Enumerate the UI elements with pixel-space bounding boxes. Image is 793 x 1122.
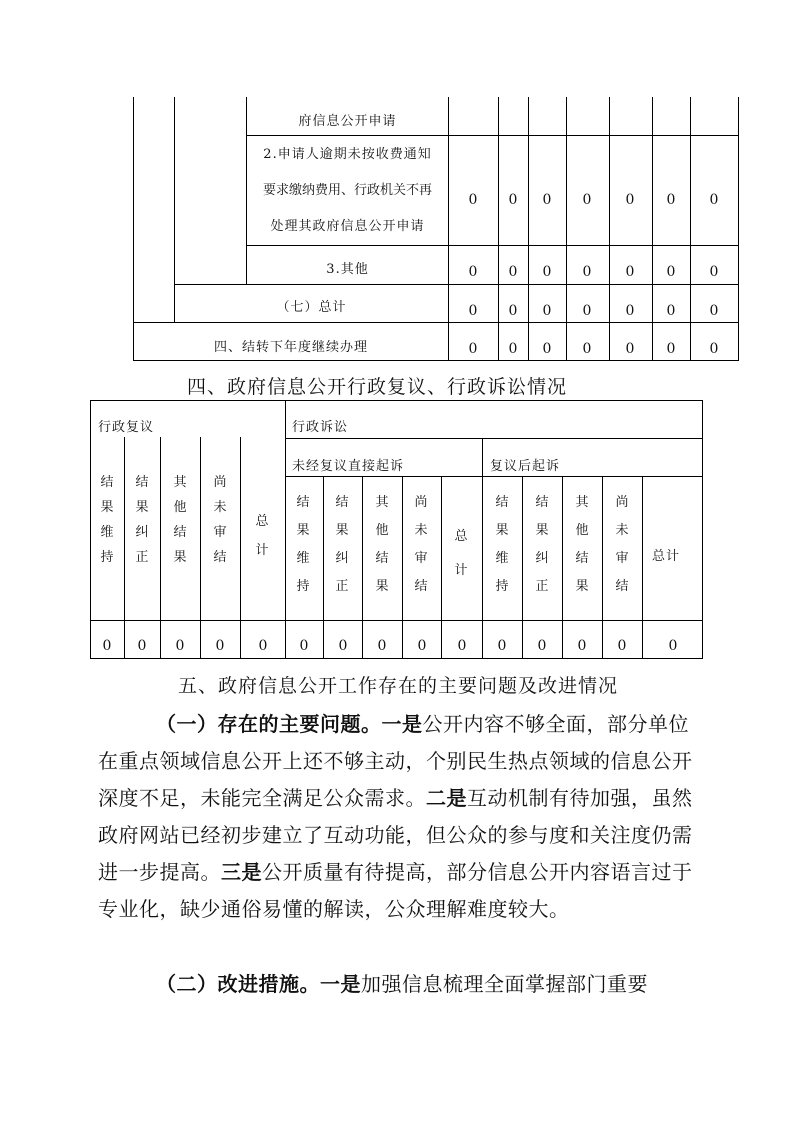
char: 纠 <box>535 551 549 566</box>
table-cell-value: 0 <box>666 192 676 208</box>
char: 持 <box>296 579 310 594</box>
table-cell-value: 0 <box>497 638 507 654</box>
table-cell-value: 0 <box>508 192 518 208</box>
char: 总 <box>454 529 468 544</box>
para-heading: （二）改进措施。 <box>156 972 320 996</box>
char: 果 <box>100 500 114 515</box>
table-cell-value: 0 <box>417 638 427 654</box>
char: 纠 <box>335 551 349 566</box>
col-header-pending <box>612 489 632 601</box>
char: 果 <box>375 579 389 594</box>
table-cell-value: 0 <box>542 264 552 280</box>
para-text: 加强信息梳理全面掌握部门重要 <box>361 972 648 996</box>
table-cell-value: 0 <box>709 303 719 319</box>
table-cell-value: 0 <box>709 192 719 208</box>
para-text: 互动机制有待加强，虽然政府网站已经初步建立了互动功能，但公众的参与度和关注度仍需进一步提高。 <box>98 786 693 884</box>
para-text: 公开内容不够全面，部分单位在重点领域信息公开上还不够主动，个别民生热点领域的信息公开深度不足，未能完全满足公众需求。 <box>98 712 693 810</box>
col-header-corrected <box>332 489 352 601</box>
table-cell-value: 0 <box>625 192 635 208</box>
row-label-line: 处理其政府信息公开申请 <box>270 218 425 234</box>
char: 纠 <box>135 525 149 540</box>
col-header-pending <box>411 489 431 601</box>
char: 果 <box>173 550 187 565</box>
char: 维 <box>495 551 509 566</box>
char: 正 <box>135 550 149 565</box>
row-label-other: 3.其他 <box>326 262 369 278</box>
table-cell-value: 0 <box>542 303 552 319</box>
table-cell-value: 0 <box>457 638 467 654</box>
row-label-overdue-fee <box>247 136 448 245</box>
col-header-pending <box>210 470 230 570</box>
char: 结 <box>335 495 349 510</box>
table-cell-value: 0 <box>299 638 309 654</box>
table-cell-value: 0 <box>468 341 478 357</box>
char: 果 <box>575 579 589 594</box>
table-cell-value: 0 <box>508 303 518 319</box>
table-cell-value: 0 <box>625 341 635 357</box>
table-cell-value: 0 <box>468 192 478 208</box>
col-header-upheld <box>293 489 313 601</box>
para-heading: （一）存在的主要问题。 <box>156 712 382 736</box>
table-cell-value: 0 <box>175 638 185 654</box>
char: 结 <box>535 495 549 510</box>
table-cell-value: 0 <box>338 638 348 654</box>
table-cell-value: 0 <box>582 341 592 357</box>
col-header-corrected <box>132 470 152 570</box>
char: 他 <box>375 523 389 538</box>
char: 正 <box>335 579 349 594</box>
header-direct-suit: 未经复议直接起诉 <box>292 459 405 474</box>
char: 他 <box>173 500 187 515</box>
col-header-total <box>451 520 471 588</box>
char: 结 <box>575 551 589 566</box>
char: 计 <box>255 543 269 558</box>
char: 果 <box>495 523 509 538</box>
section-heading-review-litigation: 四、政府信息公开行政复议、行政诉讼情况 <box>187 376 568 398</box>
char: 结 <box>296 495 310 510</box>
table-cell-value: 0 <box>582 264 592 280</box>
char: 持 <box>495 579 509 594</box>
char: 维 <box>296 551 310 566</box>
table-cell-value: 0 <box>137 638 147 654</box>
char: 结 <box>615 579 629 594</box>
table-cell-value: 0 <box>542 341 552 357</box>
char: 其 <box>173 475 187 490</box>
col-header-other <box>170 470 190 570</box>
table-cell-value: 0 <box>577 638 587 654</box>
table-cell-value: 0 <box>468 264 478 280</box>
table-cell-value: 0 <box>625 264 635 280</box>
col-header-other <box>572 489 592 601</box>
table-cell-value: 0 <box>258 638 268 654</box>
char: 审 <box>213 525 227 540</box>
para-text: 公开质量有待提高，部分信息公开内容语言过于专业化，缺少通俗易懂的解读，公众理解难度较大。 <box>98 860 693 921</box>
char: 尚 <box>213 475 227 490</box>
row-label-carryover: 四、结转下年度继续办理 <box>213 340 368 356</box>
char: 结 <box>495 495 509 510</box>
table-cell-value: 0 <box>468 303 478 319</box>
char: 其 <box>375 495 389 510</box>
char: 审 <box>615 551 629 566</box>
char: 未 <box>213 500 227 515</box>
table-cell-value: 0 <box>709 341 719 357</box>
char: 结 <box>173 525 187 540</box>
char: 结 <box>100 475 114 490</box>
row-label-line: 2.申请人逾期未按收费通知 <box>263 146 432 162</box>
col-header-other <box>372 489 392 601</box>
table-cell-value: 0 <box>542 192 552 208</box>
keyword: 三是 <box>221 860 262 884</box>
char: 果 <box>135 500 149 515</box>
table-cell-value: 0 <box>215 638 225 654</box>
table-cell-value: 0 <box>666 264 676 280</box>
char: 总 <box>255 514 269 529</box>
row-label-line: 要求缴纳费用、行政机关不再 <box>262 182 432 198</box>
header-admin-review: 行政复议 <box>98 420 155 435</box>
keyword: 一是 <box>381 712 423 736</box>
col-header-total: 总计 <box>652 549 681 564</box>
char: 果 <box>335 523 349 538</box>
header-after-review: 复议后起诉 <box>490 459 561 474</box>
char: 正 <box>535 579 549 594</box>
table-cell-value: 0 <box>102 638 112 654</box>
row-label-partial: 府信息公开申请 <box>298 114 397 130</box>
char: 结 <box>414 579 428 594</box>
char: 未 <box>615 523 629 538</box>
char: 果 <box>296 523 310 538</box>
char: 果 <box>535 523 549 538</box>
char: 持 <box>100 550 114 565</box>
col-header-total <box>252 507 272 565</box>
table-cell-value: 0 <box>617 638 627 654</box>
char: 计 <box>454 563 468 578</box>
char: 审 <box>414 551 428 566</box>
char: 他 <box>575 523 589 538</box>
char: 结 <box>213 550 227 565</box>
char: 未 <box>414 523 428 538</box>
header-admin-litigation: 行政诉讼 <box>292 420 349 435</box>
paragraph-measures <box>98 966 698 1003</box>
char: 尚 <box>414 495 428 510</box>
table-cell-value: 0 <box>508 341 518 357</box>
table-cell-value: 0 <box>666 341 676 357</box>
table-cell-value: 0 <box>508 264 518 280</box>
table-cell-value: 0 <box>668 638 678 654</box>
col-header-upheld <box>492 489 512 601</box>
table-cell-value: 0 <box>666 303 676 319</box>
char: 结 <box>135 475 149 490</box>
keyword: 一是 <box>320 972 361 996</box>
char: 尚 <box>615 495 629 510</box>
paragraph-problems <box>98 706 698 928</box>
table-cell-value: 0 <box>377 638 387 654</box>
char: 其 <box>575 495 589 510</box>
table-cell-value: 0 <box>582 192 592 208</box>
col-header-upheld <box>97 470 117 570</box>
char: 维 <box>100 525 114 540</box>
section-heading-problems: 五、政府信息公开工作存在的主要问题及改进情况 <box>178 675 619 697</box>
table-cell-value: 0 <box>537 638 547 654</box>
keyword: 二是 <box>426 786 467 810</box>
row-label-total: （七）总计 <box>276 300 347 316</box>
table-cell-value: 0 <box>582 303 592 319</box>
col-header-corrected <box>532 489 552 601</box>
char: 结 <box>375 551 389 566</box>
table-cell-value: 0 <box>709 264 719 280</box>
table-cell-value: 0 <box>625 303 635 319</box>
